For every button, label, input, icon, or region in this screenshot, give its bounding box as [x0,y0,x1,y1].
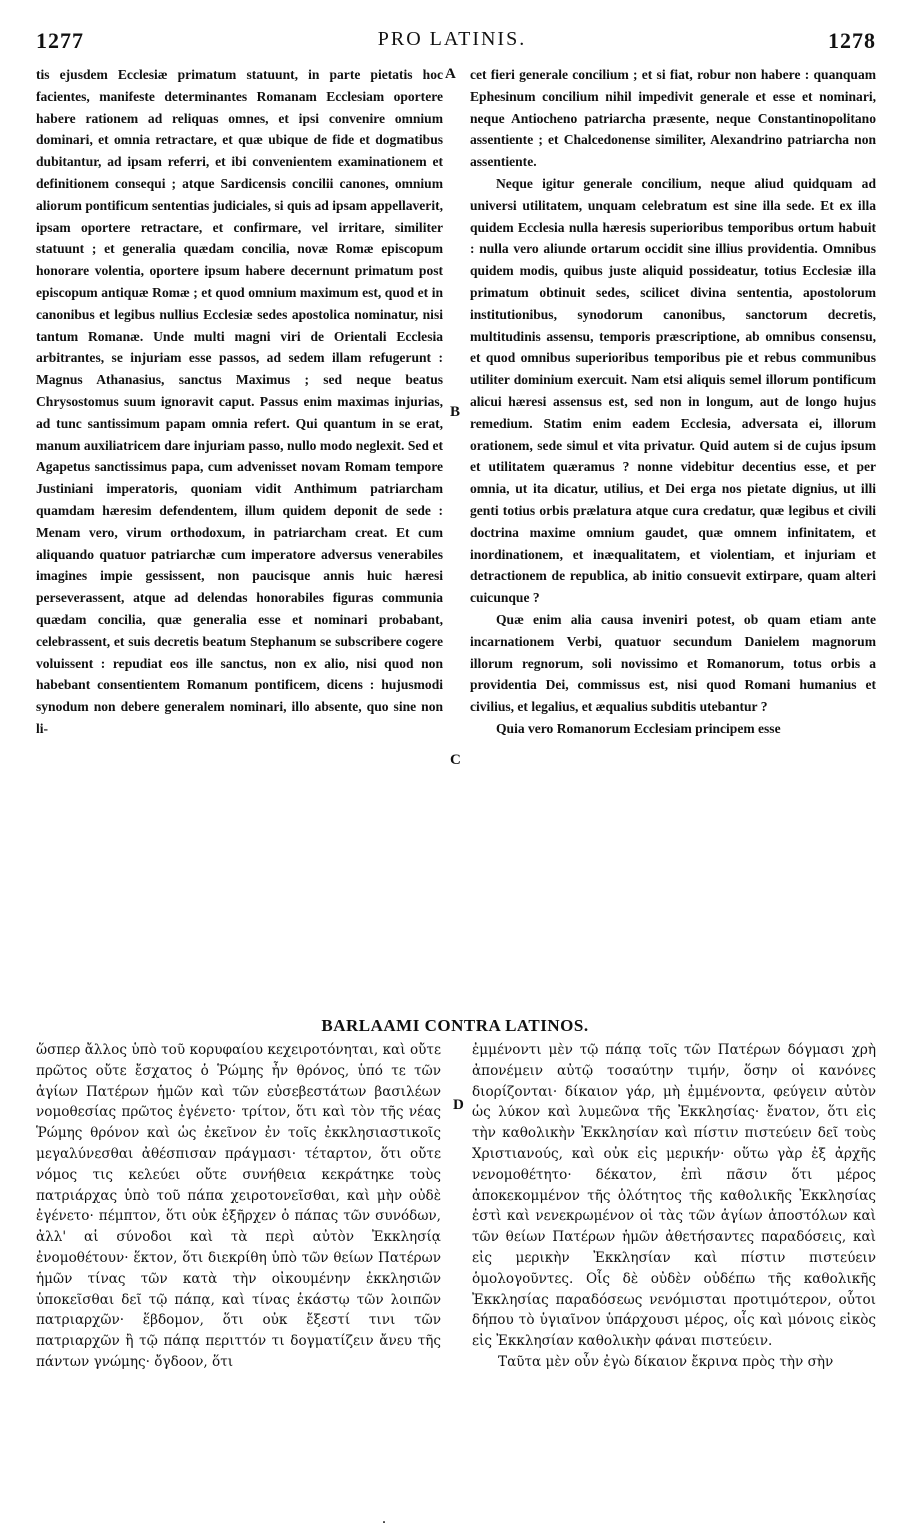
page-number-left: 1277 [36,28,84,53]
margin-letter-b: B [450,404,461,420]
greek-right-paragraph-2: Ταῦτα μὲν οὖν ἐγὼ δίκαιον ἔκρινα πρὸς τὴν σὴν [498,1353,834,1370]
latin-right-paragraph-4: Quia vero Romanorum Ecclesiam principem esse [496,720,781,736]
greek-right-paragraph-1: ἐμμένοντι μὲν τῷ πάπᾳ τοῖς τῶν Πατέρων δόγμασι χρὴ ἀπονέμειν αὐτῷ τοσαύτην τιμήν, ὅσην οἱ κανόνες διορίζονται· δίκαιον γάρ, μὴ ἐμμένοντα, φεύγειν αὐτὸν ὡς λύκον καὶ λυμεῶνα τῆς Ἐκκλησίας· ἔνατον, ὅτι εἰς τὴν καθολικὴν Ἐκκλησίαν καὶ πίστιν πιστεύειν δεῖ τοὺς Χριστιανούς, καὶ οὐκ εἰς μερικήν· οὕτω γὰρ ἐξ ἀρχῆς νενομοθέτητο· δέκατον, ἐπὶ πᾶσιν ὅτι μέρος ἀποκεκομμένον τῆς ὁλότητος τῆς καθολικῆς Ἐκκλησίας ἐστὶ καὶ νενεκρωμένον οἱ τὰς τῶν ἁγίων ἀποστόλων καὶ τῶν θείων Πατέρων ἡμῶν ἀθετήσαντες παραδόσεις, καὶ εἰς μερικὴν Ἐκκλησίαν καὶ πίστιν πιστεύειν ὁμολογοῦντες. Οἷς δὲ οὐδὲν οὐδέπω τῆς καθολικῆς Ἐκκλησίας παραδόσεως νενόμισται προτιμότερον, οὗτοι δήπου τὸ ὑγιαῖνον ὑπάρχουσι μέρος, οἷς καὶ μόνοις εἰκὸς εἰς Ἐκκλησίαν καθολικὴν φάναι πιστεύειν. [472,1042,876,1350]
latin-left-paragraph: tis ejusdem Ecclesiæ primatum statuunt, in parte pietatis hoc facientes, manifeste determinantes Romanam Ecclesiam oportere habere rationem ad reliquas omnes, et ipsi convenire omnium dominari, et omnia retractare, et quæ ubique de fide et dogmatibus dubitantur, ad ipsam referri, et ibi convenientem examinationem et definitionem consequi ; atque Sardicensis concilii canones, omnium aliorum pontificum sententias judiciales, si quis ad ipsam appellaverit, ipsam oportere retractare, et confirmare, vel irritare, similiter statuunt ; et generalia quædam concilia, novæ Romæ episcopum honorare volentia, oportere ipsum habere decernunt primatum post episcopum antiquæ Romæ ; et quod omnium maximum est, quod et in canonibus et legibus nullius Ecclesiæ sedes apostolica nominatur, nisi tantum Romanæ. Unde multi magni viri de Orientali Ecclesia arbitrantes, se injuriam esse passos, ad sedem illam refugerunt : Magnus Athanasius, sanctus Maximus ; sed neque beatus Chrysostomus suum ignoravit caput. Passus enim maximas injurias, ad tunc santissimum papam omnia refert. Qui quantum in se erat, manum auxiliatricem dare injuriam passo, nullo modo neglexit. Sed et Agapetus sanctissimus papa, cum advenisset novam Romam tempore Justiniani imperatoris, quoniam vidit Anthimum patriarcham quamdam hæresim defendentem, illum quidem deponit de sede : Menam vero, virum orthodoxum, in patriarcham creat. Et cum aliquando quatuor patriarchæ cum imperatore adversus venerabiles imagines impie gessissent, non paucisque annis huic hæresi perseverassent, atque ad delendas honorabiles figuras communia quædam concilia, quæ generalia esse et nominari probabant, celebrassent, et suis decretis beatum Stephanum se subscribere cogere voluissent : repudiat eos ille sanctus, non ex alio, nisi quod non habebant consentientem Romanum pontificem, dicens : hujusmodi synodum non debere generalem nominari, illo absente, quo sine non li- [36,67,443,736]
greek-column-left [36,1040,441,1480]
margin-letter-c: C [450,752,461,768]
latin-column-left [36,64,443,1014]
greek-column-right [472,1040,876,1480]
latin-right-paragraph-1: cet fieri generale concilium ; et si fiat, robur non habere : quanquam Ephesinum concilium nihil impedivit generale et esse et nominari, neque Antiocheno patriarcha præsente, neque Constantinopolitano assentiente ; et Chalcedonense similiter, Alexandrino patriarcha non assentiente. [470,67,876,170]
section-title: BARLAAMI CONTRA LATINOS. [321,1016,589,1035]
running-header [28,28,876,62]
margin-letter-a: A [445,66,456,82]
latin-column-right [470,64,876,1014]
greek-left-paragraph: ὥσπερ ἄλλος ὑπὸ τοῦ κορυφαίου κεχειροτόνηται, καὶ οὔτε πρῶτος οὔτε ἔσχατος ὁ Ῥώμης ἦν θρόνος, ὑπό τε τῶν ἁγίων Πατέρων ἡμῶν καὶ τῶν εὐσεβεστάτων βασιλέων νομοθεσίας πρῶτος ἐγένετο· τρίτον, ὅτι καὶ τὸν τῆς νέας Ῥώμης θρόνον καὶ ὡς ἐκεῖνον ἐν τοῖς ἐκκλησιαστικοῖς μεγαλύνεσθαι ἀθέσπισαν πράγμασι· τέταρτον, ὅτι οὔτε νόμος τις κελεύει οὔτε συνήθεια κεκράτηκε τοὺς πατριάρχας ὑπὸ τοῦ πάπα χειροτονεῖσθαι, καὶ μὴν οὐδὲ ἐγένετο· πέμπτον, ὅτι οὐκ ἐξῆρχεν ὁ πάπας τῶν συνόδων, ἀλλ' αἱ σύνοδοι καὶ τὰ περὶ αὐτὸν Ἐκκλησίᾳ ἐνομοθέτουν· ἕκτον, ὅτι διεκρίθη ὑπὸ τῶν θείων Πατέρων ἡμῶν τίνας τῶν κατὰ τὴν οἰκουμένην ἐκκλησιῶν ὑποκεῖσθαι δεῖ τῷ πάπᾳ, καὶ τίνας ἑκάστῳ τῶν λοιπῶν πατριαρχῶν· ἕβδομον, ὅτι οὐκ ἔξεστί τινι τῶν πατριαρχῶν ἢ τῷ πάπᾳ περιττόν τι δογματίζειν ἄνευ τῆς πάντων γνώμης· ὄγδοον, ὅτι [36,1042,441,1370]
latin-right-paragraph-2: Neque igitur generale concilium, neque aliud quidquam ad universi utilitatem, unquam celebratum est sine illa sede. Et ex illa quidem Ecclesia nulla hæresis superioribus temporibus ortum habuit : nulla vero aliunde ortarum occidit sine illius providentia. Omnibus quidem modis, quibus juste aliquid possideatur, totius Ecclesiæ illa primatum obtinuit sedes, scilicet divina sententia, apostolorum institutionibus, synodorum canonibus, sanctorum decretis, multitudinis assensu, temporis præscriptione, ab omnibus consensu, et quod omnibus superioribus temporibus pie et rebus communibus utiliter dominium exercuit. Nam etsi aliquis semel illorum pontificum alicui hæresi assensus est, sed non in longum, aut de longo hujus remedium. Statim enim eadem Ecclesia, adversata ei, illorum orationem, sede simul et vita privatur. Quid autem si de cujus ipsum et utilitatem quæramus ? nonne videbitur decentius esse, et per omnia, ut ita dicatur, utilius, et Dei erga nos pietate dignius, ut illi genti totius orbis prælatura atque cura credatur, quæ legibus et civili doctrina maxime omnium gaudet, quæ omnem infinitatem, et inordinationem, et inæqualitatem, et violentiam, et injuriam et detractionem de republica, ab initio consuevit extirpare, quam alteri cuicunque ? [470,175,876,606]
footer-mark: . [382,1510,386,1527]
page-number-right: 1278 [828,28,876,53]
margin-letter-d: D [453,1097,464,1113]
running-title: PRO LATINIS. [377,28,527,50]
latin-right-paragraph-3: Quæ enim alia causa inveniri potest, ob quam etiam ante incarnationem Verbi, quatuor secundum Danielem magnorum illorum regnorum, soli novissimo et Romanorum, totus orbis a providentia Dei, commissus est, nisi quod Romani humanius et civilius, et legalius, et æqualius subditis utebantur ? [470,611,876,715]
